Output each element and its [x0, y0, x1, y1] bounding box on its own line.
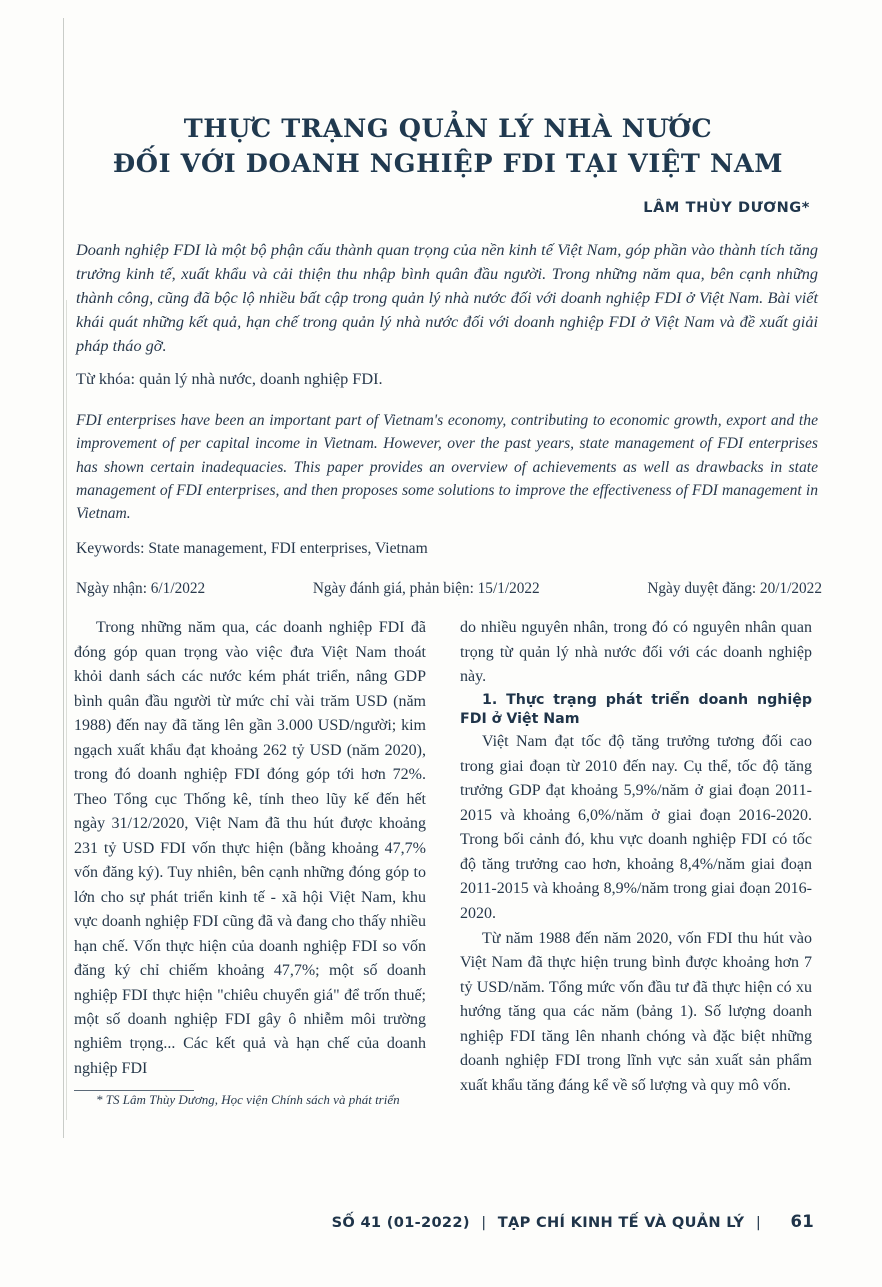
- date-reviewed: Ngày đánh giá, phản biện: 15/1/2022: [312, 580, 540, 598]
- paragraph-left-1: Trong những năm qua, các doanh nghiệp FDI đã đóng góp quan trọng vào việc đưa Việt Nam thoát khỏi danh sách các nước kém phát triển, nâng GDP bình quân đầu người từ mức chỉ vài trăm USD (năm 1988) đến nay đã tăng lên gần 3.000 USD/người; kim ngạch xuất khẩu đạt khoảng 262 tỷ USD (năm 2020), trong đó doanh nghiệp FDI đóng góp tới hơn 72%. Theo Tổng cục Thống kê, tính theo lũy kế đến hết ngày 31/12/2020, Việt Nam đã thu hút được khoảng 231 tỷ USD FDI vốn thực hiện (bằng khoảng 47,7% vốn đăng ký). Tuy nhiên, bên cạnh những đóng góp to lớn cho sự phát triển kinh tế - xã hội Việt Nam, khu vực doanh nghiệp FDI cũng đã và đang cho thấy nhiều hạn chế. Vốn thực hiện của doanh nghiệp FDI so vốn đăng ký chỉ chiếm khoảng 47,7%; một số doanh nghiệp FDI thực hiện "chiêu chuyển giá" để trốn thuế; một số doanh nghiệp FDI gây ô nhiễm môi trường nghiêm trọng... Các kết quả và hạn chế của doanh nghiệp FDI: [74, 619, 426, 1077]
- title-line-1: THỰC TRẠNG QUẢN LÝ NHÀ NƯỚC: [183, 114, 713, 144]
- footer-issue: SỐ 41 (01-2022): [331, 1214, 470, 1231]
- title-line-2: ĐỐI VỚI DOANH NGHIỆP FDI TẠI VIỆT NAM: [112, 149, 784, 180]
- scan-gutter-line-secondary: [66, 300, 67, 1120]
- footnote-author-affiliation: * TS Lâm Thùy Dương, Học viện Chính sách và phát triển: [96, 1092, 400, 1108]
- paragraph-right-2: Việt Nam đạt tốc độ tăng trưởng tương đối cao trong giai đoạn từ 2010 đến nay. Cụ thể, tốc độ tăng trưởng GDP đạt khoảng 5,9%/năm ở giai đoạn 2011-2015 và khoảng 6,0%/năm ở giai đoạn 2016-2020. Trong bối cảnh đó, khu vực doanh nghiệp FDI có tốc độ tăng trưởng cao hơn, khoảng 8,4%/năm giai đoạn 2011-2015 và khoảng 8,9%/năm trong giai đoạn 2016-2020.: [460, 733, 812, 922]
- date-accepted: Ngày duyệt đăng: 20/1/2022: [647, 580, 822, 598]
- column-right: [460, 616, 812, 1110]
- author-name: LÂM THÙY DƯƠNG*: [643, 200, 810, 217]
- page-title: [68, 0, 828, 182]
- section-heading-1: 1. Thực trạng phát triển doanh nghiệp FDI ở Việt Nam: [460, 691, 812, 728]
- body-columns: [74, 616, 824, 1110]
- abstract-vietnamese: Doanh nghiệp FDI là một bộ phận cấu thành quan trọng của nền kinh tế Việt Nam, góp phần vào thành tích tăng trưởng kinh tế, xuất khẩu và cải thiện thu nhập bình quân đầu người. Trong những năm qua, bên cạnh những thành công, cũng đã bộc lộ nhiều bất cập trong quản lý nhà nước đối với doanh nghiệp FDI ở Việt Nam. Bài viết khái quát những kết quả, hạn chế trong quản lý nhà nước đối với doanh nghiệp FDI ở Việt Nam và đề xuất giải pháp tháo gỡ.: [76, 240, 818, 355]
- scan-gutter-line: [63, 18, 64, 1138]
- abstract-english: FDI enterprises have been an important part of Vietnam's economy, contributing to economic growth, export and the improvement of per capital income in Vietnam. However, over the past years, state management of FDI enterprises has shown certain inadequacies. This paper provides an overview of achievements as well as drawbacks in state management of FDI enterprises, and then proposes some solutions to improve the effectiveness of FDI management in Vietnam.: [76, 411, 818, 523]
- keywords-vietnamese: Từ khóa: quản lý nhà nước, doanh nghiệp FDI.: [76, 369, 383, 389]
- paragraph-right-3: Từ năm 1988 đến năm 2020, vốn FDI thu hút vào Việt Nam đã thực hiện trung bình được khoảng hơn 7 tỷ USD/năm. Tổng mức vốn đầu tư đã thực hiện có xu hướng tăng qua các năm (bảng 1). Số lượng doanh nghiệp FDI tăng lên nhanh chóng và đặc biệt những doanh nghiệp FDI trong lĩnh vực sản xuất sản phẩm xuất khẩu tăng đáng kể về số lượng và quy mô vốn.: [460, 929, 812, 1094]
- article-content: [68, 0, 828, 1287]
- submission-dates: [76, 580, 822, 598]
- date-received: Ngày nhận: 6/1/2022: [76, 580, 206, 598]
- page-footer: [68, 1212, 814, 1231]
- paragraph-right-1: do nhiều nguyên nhân, trong đó có nguyên nhân quan trọng từ quản lý nhà nước đối với các doanh nghiệp này.: [460, 619, 812, 686]
- column-left: [74, 616, 426, 1110]
- footer-journal-name: TẠP CHÍ KINH TẾ VÀ QUẢN LÝ: [497, 1214, 745, 1231]
- keywords-english: Keywords: State management, FDI enterprises, Vietnam: [76, 539, 428, 557]
- footer-separator-left: |: [481, 1214, 487, 1231]
- page-number: 61: [790, 1212, 814, 1231]
- footer-separator-right: |: [755, 1214, 762, 1231]
